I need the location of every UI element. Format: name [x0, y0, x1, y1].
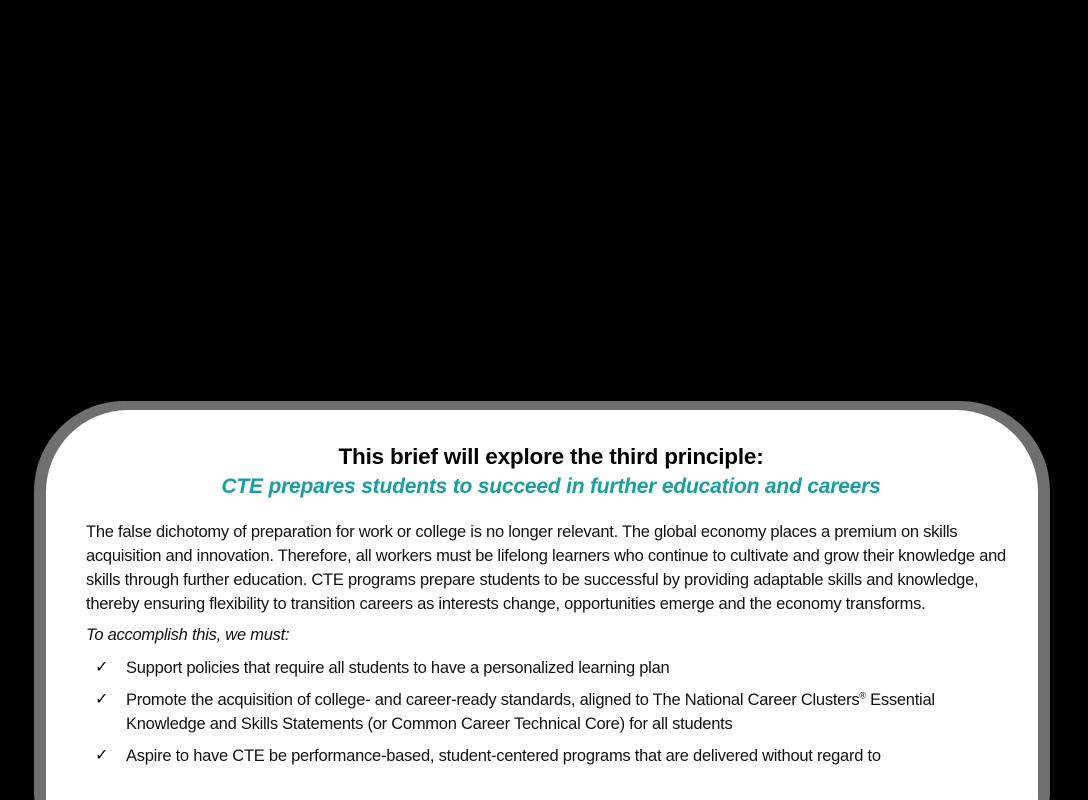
list-item-text: Support policies that require all students to have a personalized learning plan [126, 659, 670, 677]
list-item [86, 656, 1016, 680]
checkmark-icon: ✓ [95, 691, 109, 708]
registered-mark: ® [859, 690, 866, 701]
list-item-text: Promote the acquisition of college- and career-ready standards, aligned to The National Career Clusters [126, 691, 860, 709]
callout-body-paragraph: The false dichotomy of preparation for work or college is no longer relevant. The global economy places a premium on skills acquisition and innovation. Therefore, all workers must be lifelong learners who continue to cultivate and grow their knowledge and skills through further education. CTE programs prepare students to be successful by providing adaptable skills and knowledge, thereby ensuring flexibility to transition careers as interests change, opportunities emerge and the economy transforms. [86, 523, 1006, 613]
checklist [86, 656, 1016, 768]
list-item-text: Aspire to have CTE be performance-based, student-centered programs that are delivered without regard to [126, 747, 881, 765]
callout-intro: To accomplish this, we must: [86, 626, 290, 644]
list-item [86, 688, 1016, 736]
checkmark-icon: ✓ [95, 747, 109, 764]
principle-callout-box [46, 410, 1038, 800]
checkmark-icon: ✓ [95, 659, 109, 676]
callout-heading: This brief will explore the third principle: [338, 444, 764, 469]
callout-content [86, 442, 1016, 776]
list-item [86, 744, 1016, 768]
list-item-text-continued: Essential Knowledge and Skills Statements (or Common Career Technical Core) for all students [126, 691, 935, 733]
callout-subheading: CTE prepares students to succeed in further education and careers [221, 475, 881, 498]
